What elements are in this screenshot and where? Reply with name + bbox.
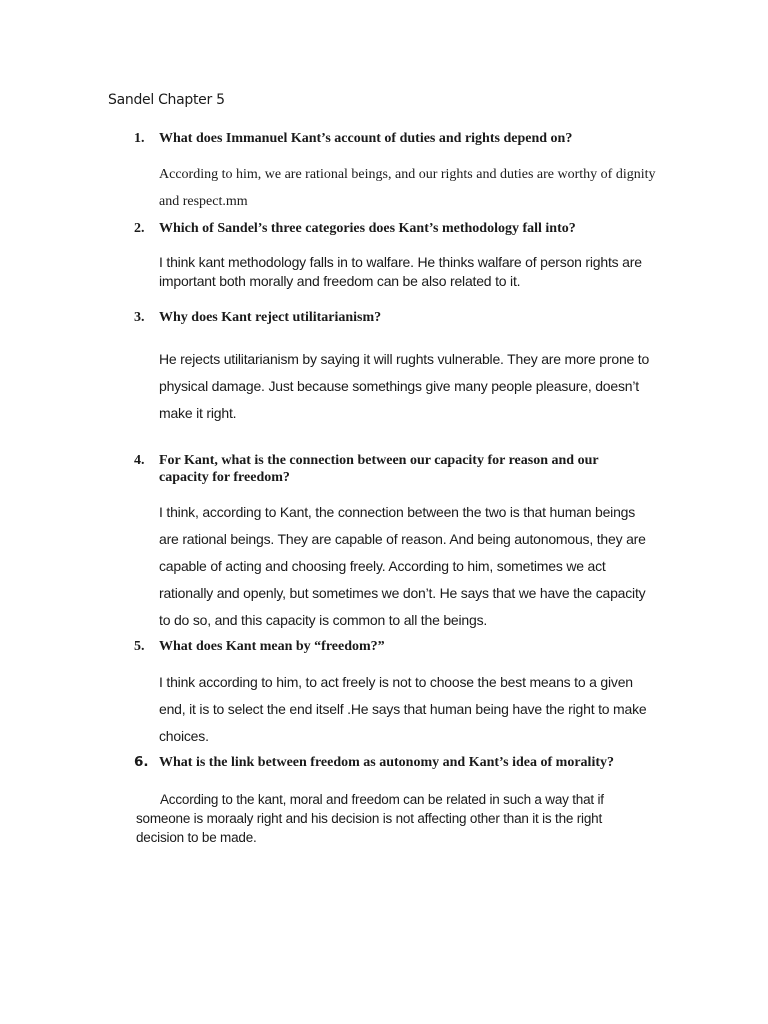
question-text: What is the link between freedom as autonomy and Kant’s idea of morality? [159,755,614,770]
question-2 [134,220,654,237]
answer-4: I think, according to Kant, the connection between the two is that human beings are rational beings. They are capable of reason. And being autonomous, they are capable of acting and choosing freely. According to him, sometimes we act rationally and openly, but sometimes we don’t. He says that we have the capacity to do so, and this capacity is common to all the beings. [159,504,646,628]
question-4 [134,452,644,486]
answer-6: According to the kant, moral and freedom can be related in such a way that if someone is moraaly right and his decision is not affecting other than it is the right decision to be made. [136,792,604,845]
answer-3: He rejects utilitarianism by saying it will rughts vulnerable. They are more prone to physical damage. Just because somethings give many people pleasure, doesn’t make it right. [159,351,650,421]
question-text: Why does Kant reject utilitarianism? [159,310,382,325]
answer-2: I think kant methodology falls in to walfare. He thinks walfare of person rights are important both morally and freedom can be also related to it. [159,254,642,289]
answer-1: According to him, we are rational beings, and our rights and duties are worthy of dignity and respect.mm [159,167,656,209]
question-1 [134,130,654,147]
question-number: 1. [134,131,145,146]
question-3 [134,309,654,326]
question-number: 3. [134,310,145,325]
question-5 [134,638,654,655]
question-6 [134,754,674,771]
question-number: 5. [134,639,145,654]
question-text: Which of Sandel’s three categories does Kant’s methodology fall into? [159,221,576,236]
question-text: For Kant, what is the connection between our capacity for reason and our capacity for freedom? [159,453,599,485]
question-text: What does Immanuel Kant’s account of duties and rights depend on? [159,131,573,146]
question-text: What does Kant mean by “freedom?” [159,639,385,654]
question-number: 2. [134,221,145,236]
question-number: 4. [134,453,145,468]
answer-5: I think according to him, to act freely is not to choose the best means to a given end, it is to select the end itself .He says that human being have the right to make choices. [159,674,647,744]
question-number: 6. [134,754,149,770]
document-title: Sandel Chapter 5 [108,92,225,108]
